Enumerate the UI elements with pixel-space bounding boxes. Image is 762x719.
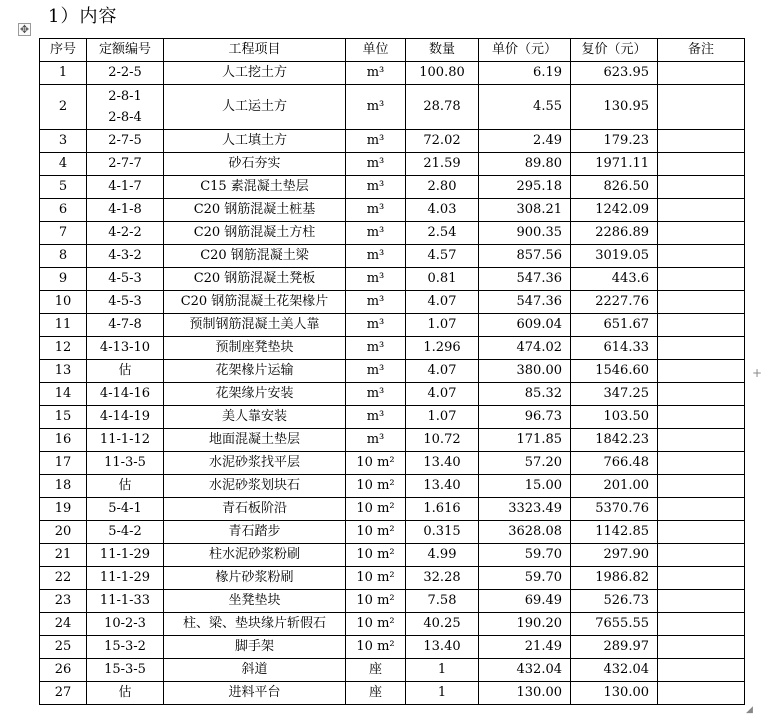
- table-resize-handle-icon[interactable]: ◢: [746, 705, 753, 715]
- cell-no: 21: [40, 544, 87, 567]
- cell-item: 地面混凝土垫层: [164, 429, 346, 452]
- cell-unit: 10 m²: [346, 590, 406, 613]
- cell-item: 脚手架: [164, 636, 346, 659]
- cell-item: 青石踏步: [164, 521, 346, 544]
- cell-item: 椽片砂浆粉刷: [164, 567, 346, 590]
- table-row: [40, 498, 745, 521]
- table-row: [40, 636, 745, 659]
- cell-code: 估: [87, 682, 164, 705]
- table-row: [40, 85, 745, 130]
- cell-item: C20 钢筋混凝土花架椽片: [164, 291, 346, 314]
- cell-item: 进料平台: [164, 682, 346, 705]
- cell-no: 9: [40, 268, 87, 291]
- cell-code: 估: [87, 360, 164, 383]
- cell-price: 190.20: [479, 613, 571, 636]
- cell-total: 297.90: [571, 544, 658, 567]
- cell-price: 474.02: [479, 337, 571, 360]
- cell-qty: 72.02: [406, 130, 479, 153]
- cell-unit: m³: [346, 130, 406, 153]
- cell-unit: m³: [346, 406, 406, 429]
- cell-item: C20 钢筋混凝土梁: [164, 245, 346, 268]
- cell-total: 201.00: [571, 475, 658, 498]
- cell-no: 22: [40, 567, 87, 590]
- cell-item: 人工填土方: [164, 130, 346, 153]
- cell-total: 651.67: [571, 314, 658, 337]
- cell-unit: m³: [346, 291, 406, 314]
- cell-total: 766.48: [571, 452, 658, 475]
- cell-total: 289.97: [571, 636, 658, 659]
- cell-no: 7: [40, 222, 87, 245]
- cell-no: 6: [40, 199, 87, 222]
- cell-unit: m³: [346, 222, 406, 245]
- cell-code: 10-2-3: [87, 613, 164, 636]
- cell-item: 柱水泥砂浆粉刷: [164, 544, 346, 567]
- table-row: [40, 176, 745, 199]
- header-qty: 数量: [406, 39, 479, 62]
- cell-unit: m³: [346, 176, 406, 199]
- table-row: [40, 383, 745, 406]
- section-heading: 1）内容: [48, 6, 118, 27]
- cell-unit: m³: [346, 429, 406, 452]
- cell-total: 432.04: [571, 659, 658, 682]
- cell-no: 25: [40, 636, 87, 659]
- cell-item: C20 钢筋混凝土凳板: [164, 268, 346, 291]
- table-row: [40, 291, 745, 314]
- cell-total: 526.73: [571, 590, 658, 613]
- cell-no: 13: [40, 360, 87, 383]
- cell-unit: m³: [346, 360, 406, 383]
- cell-qty: 4.57: [406, 245, 479, 268]
- cell-note: [658, 498, 745, 521]
- cell-item: 水泥砂浆划块石: [164, 475, 346, 498]
- cell-note: [658, 383, 745, 406]
- cell-total: 130.00: [571, 682, 658, 705]
- cell-note: [658, 521, 745, 544]
- cell-no: 26: [40, 659, 87, 682]
- cell-code: 4-7-8: [87, 314, 164, 337]
- cell-total: 1242.09: [571, 199, 658, 222]
- cell-total: 1142.85: [571, 521, 658, 544]
- cell-no: 16: [40, 429, 87, 452]
- cell-total: 614.33: [571, 337, 658, 360]
- cell-no: 17: [40, 452, 87, 475]
- cell-qty: 10.72: [406, 429, 479, 452]
- cell-item: 预制座凳垫块: [164, 337, 346, 360]
- cell-note: [658, 636, 745, 659]
- cell-code: 11-1-12: [87, 429, 164, 452]
- cell-price: 6.19: [479, 62, 571, 85]
- cell-item: C20 钢筋混凝土桩基: [164, 199, 346, 222]
- cell-price: 15.00: [479, 475, 571, 498]
- cell-qty: 4.07: [406, 383, 479, 406]
- cell-price: 89.80: [479, 153, 571, 176]
- cell-item: 砂石夯实: [164, 153, 346, 176]
- cell-total: 3019.05: [571, 245, 658, 268]
- cell-qty: 4.07: [406, 291, 479, 314]
- table-row: [40, 659, 745, 682]
- cell-code: 11-3-5: [87, 452, 164, 475]
- header-total: 复价（元）: [571, 39, 658, 62]
- cell-unit: m³: [346, 85, 406, 130]
- cell-qty: 1.07: [406, 406, 479, 429]
- cell-no: 18: [40, 475, 87, 498]
- cell-qty: 32.28: [406, 567, 479, 590]
- cell-code: 4-13-10: [87, 337, 164, 360]
- cell-unit: 10 m²: [346, 498, 406, 521]
- quantity-table: [39, 38, 745, 705]
- cell-code: 11-1-29: [87, 567, 164, 590]
- cell-code: 11-1-33: [87, 590, 164, 613]
- cell-note: [658, 429, 745, 452]
- cell-total: 103.50: [571, 406, 658, 429]
- table-row: [40, 222, 745, 245]
- cell-total: 7655.55: [571, 613, 658, 636]
- cell-qty: 7.58: [406, 590, 479, 613]
- cell-qty: 13.40: [406, 636, 479, 659]
- cell-note: [658, 62, 745, 85]
- cell-qty: 4.07: [406, 360, 479, 383]
- cell-code: 4-5-3: [87, 268, 164, 291]
- cell-qty: 13.40: [406, 475, 479, 498]
- cell-unit: 10 m²: [346, 636, 406, 659]
- cell-price: 69.49: [479, 590, 571, 613]
- table-row: [40, 360, 745, 383]
- cell-price: 96.73: [479, 406, 571, 429]
- cell-qty: 1.616: [406, 498, 479, 521]
- cell-unit: m³: [346, 245, 406, 268]
- cell-item: 花架缘片安装: [164, 383, 346, 406]
- cell-no: 12: [40, 337, 87, 360]
- cell-no: 1: [40, 62, 87, 85]
- cell-price: 57.20: [479, 452, 571, 475]
- cell-unit: m³: [346, 337, 406, 360]
- cell-note: [658, 360, 745, 383]
- cell-code: 4-5-3: [87, 291, 164, 314]
- cell-unit: 10 m²: [346, 613, 406, 636]
- cell-price: 547.36: [479, 291, 571, 314]
- cell-total: 623.95: [571, 62, 658, 85]
- header-note: 备注: [658, 39, 745, 62]
- cell-total: 1971.11: [571, 153, 658, 176]
- cell-item: 青石板阶沿: [164, 498, 346, 521]
- cell-no: 27: [40, 682, 87, 705]
- cell-qty: 1.296: [406, 337, 479, 360]
- cell-total: 1842.23: [571, 429, 658, 452]
- cell-note: [658, 222, 745, 245]
- cell-unit: 10 m²: [346, 567, 406, 590]
- cell-unit: m³: [346, 62, 406, 85]
- cell-qty: 4.03: [406, 199, 479, 222]
- cell-code: 2-2-5: [87, 62, 164, 85]
- cell-item: 花架椽片运输: [164, 360, 346, 383]
- cell-qty: 13.40: [406, 452, 479, 475]
- cell-no: 19: [40, 498, 87, 521]
- table-row: [40, 544, 745, 567]
- cell-code: 4-14-19: [87, 406, 164, 429]
- cell-item: 柱、梁、垫块缘片斩假石: [164, 613, 346, 636]
- cell-note: [658, 682, 745, 705]
- cell-qty: 1: [406, 659, 479, 682]
- cell-code: 估: [87, 475, 164, 498]
- cell-note: [658, 406, 745, 429]
- cell-price: 85.32: [479, 383, 571, 406]
- cell-unit: 10 m²: [346, 544, 406, 567]
- cell-code: 11-1-29: [87, 544, 164, 567]
- table-row: [40, 406, 745, 429]
- cell-item: 人工挖土方: [164, 62, 346, 85]
- cell-item: 坐凳垫块: [164, 590, 346, 613]
- cell-note: [658, 268, 745, 291]
- cell-price: 4.55: [479, 85, 571, 130]
- cell-code: 4-14-16: [87, 383, 164, 406]
- cell-item: 人工运土方: [164, 85, 346, 130]
- table-row: [40, 521, 745, 544]
- cell-code-line2: 2-8-4: [108, 110, 142, 125]
- cell-code: 2-7-7: [87, 153, 164, 176]
- cell-unit: 10 m²: [346, 452, 406, 475]
- cell-code: 4-1-7: [87, 176, 164, 199]
- cell-unit: 10 m²: [346, 521, 406, 544]
- cell-qty: 0.315: [406, 521, 479, 544]
- table-row: [40, 452, 745, 475]
- cell-note: [658, 659, 745, 682]
- cell-unit: m³: [346, 268, 406, 291]
- table-header-row: [40, 39, 745, 62]
- table-row: [40, 337, 745, 360]
- table-row: [40, 567, 745, 590]
- cell-note: [658, 291, 745, 314]
- cell-code: 2-7-5: [87, 130, 164, 153]
- cell-price: 380.00: [479, 360, 571, 383]
- table-row: [40, 590, 745, 613]
- cell-no: 20: [40, 521, 87, 544]
- cell-price: 3323.49: [479, 498, 571, 521]
- cell-item: C15 素混凝土垫层: [164, 176, 346, 199]
- cell-qty: 100.80: [406, 62, 479, 85]
- cell-total: 179.23: [571, 130, 658, 153]
- cell-no: 24: [40, 613, 87, 636]
- cell-price: 2.49: [479, 130, 571, 153]
- table-row: [40, 314, 745, 337]
- cell-note: [658, 153, 745, 176]
- cell-total: 130.95: [571, 85, 658, 130]
- cell-no: 5: [40, 176, 87, 199]
- cell-code: [87, 85, 164, 130]
- header-no: 序号: [40, 39, 87, 62]
- cell-qty: 2.54: [406, 222, 479, 245]
- cell-price: 308.21: [479, 199, 571, 222]
- cell-note: [658, 130, 745, 153]
- cell-code: 5-4-1: [87, 498, 164, 521]
- table-row: [40, 613, 745, 636]
- cell-note: [658, 85, 745, 130]
- cell-code: 4-3-2: [87, 245, 164, 268]
- cell-note: [658, 199, 745, 222]
- cell-total: 2227.76: [571, 291, 658, 314]
- cell-note: [658, 613, 745, 636]
- cell-item: 斜道: [164, 659, 346, 682]
- table-row: [40, 682, 745, 705]
- cell-price: 171.85: [479, 429, 571, 452]
- cell-note: [658, 590, 745, 613]
- cell-note: [658, 176, 745, 199]
- cell-price: 59.70: [479, 544, 571, 567]
- cell-no: 3: [40, 130, 87, 153]
- cell-note: [658, 314, 745, 337]
- cell-price: 21.49: [479, 636, 571, 659]
- cell-no: 11: [40, 314, 87, 337]
- cell-no: 8: [40, 245, 87, 268]
- cell-qty: 1: [406, 682, 479, 705]
- cell-total: 2286.89: [571, 222, 658, 245]
- cell-qty: 4.99: [406, 544, 479, 567]
- cell-no: 15: [40, 406, 87, 429]
- cell-qty: 0.81: [406, 268, 479, 291]
- cell-total: 443.6: [571, 268, 658, 291]
- cell-item: 水泥砂浆找平层: [164, 452, 346, 475]
- cell-price: 59.70: [479, 567, 571, 590]
- cell-total: 826.50: [571, 176, 658, 199]
- cell-price: 547.36: [479, 268, 571, 291]
- cell-note: [658, 475, 745, 498]
- cell-note: [658, 544, 745, 567]
- cell-total: 5370.76: [571, 498, 658, 521]
- header-item: 工程项目: [164, 39, 346, 62]
- cell-item: C20 钢筋混凝土方柱: [164, 222, 346, 245]
- cell-unit: 座: [346, 682, 406, 705]
- cell-unit: 座: [346, 659, 406, 682]
- cell-price: 295.18: [479, 176, 571, 199]
- cell-unit: m³: [346, 199, 406, 222]
- cell-unit: 10 m²: [346, 475, 406, 498]
- cell-total: 1546.60: [571, 360, 658, 383]
- cell-code: 4-1-8: [87, 199, 164, 222]
- cell-item: 预制钢筋混凝土美人靠: [164, 314, 346, 337]
- cell-qty: 2.80: [406, 176, 479, 199]
- cell-price: 130.00: [479, 682, 571, 705]
- cell-total: 347.25: [571, 383, 658, 406]
- cell-qty: 1.07: [406, 314, 479, 337]
- cell-unit: m³: [346, 153, 406, 176]
- table-row: [40, 130, 745, 153]
- cell-item: 美人靠安装: [164, 406, 346, 429]
- table-move-handle-icon[interactable]: ✥: [19, 23, 30, 36]
- cell-price: 432.04: [479, 659, 571, 682]
- table-row: [40, 245, 745, 268]
- cell-unit: m³: [346, 314, 406, 337]
- cell-no: 14: [40, 383, 87, 406]
- cell-total: 1986.82: [571, 567, 658, 590]
- insert-row-icon[interactable]: +: [752, 366, 762, 380]
- header-code: 定额编号: [87, 39, 164, 62]
- table-row: [40, 199, 745, 222]
- table-row: [40, 62, 745, 85]
- cell-note: [658, 567, 745, 590]
- cell-no: 10: [40, 291, 87, 314]
- header-unit: 单位: [346, 39, 406, 62]
- table-row: [40, 153, 745, 176]
- cell-code: 4-2-2: [87, 222, 164, 245]
- cell-code: 15-3-5: [87, 659, 164, 682]
- cell-note: [658, 452, 745, 475]
- cell-price: 900.35: [479, 222, 571, 245]
- table-row: [40, 268, 745, 291]
- header-price: 单价（元）: [479, 39, 571, 62]
- cell-price: 609.04: [479, 314, 571, 337]
- cell-price: 3628.08: [479, 521, 571, 544]
- cell-code-line1: 2-8-1: [108, 89, 142, 104]
- cell-unit: m³: [346, 383, 406, 406]
- cell-code: 15-3-2: [87, 636, 164, 659]
- cell-no: 2: [40, 85, 87, 130]
- cell-price: 857.56: [479, 245, 571, 268]
- cell-qty: 21.59: [406, 153, 479, 176]
- cell-qty: 40.25: [406, 613, 479, 636]
- table-row: [40, 429, 745, 452]
- cell-no: 4: [40, 153, 87, 176]
- cell-note: [658, 245, 745, 268]
- table-row: [40, 475, 745, 498]
- cell-no: 23: [40, 590, 87, 613]
- cell-qty: 28.78: [406, 85, 479, 130]
- cell-note: [658, 337, 745, 360]
- cell-code: 5-4-2: [87, 521, 164, 544]
